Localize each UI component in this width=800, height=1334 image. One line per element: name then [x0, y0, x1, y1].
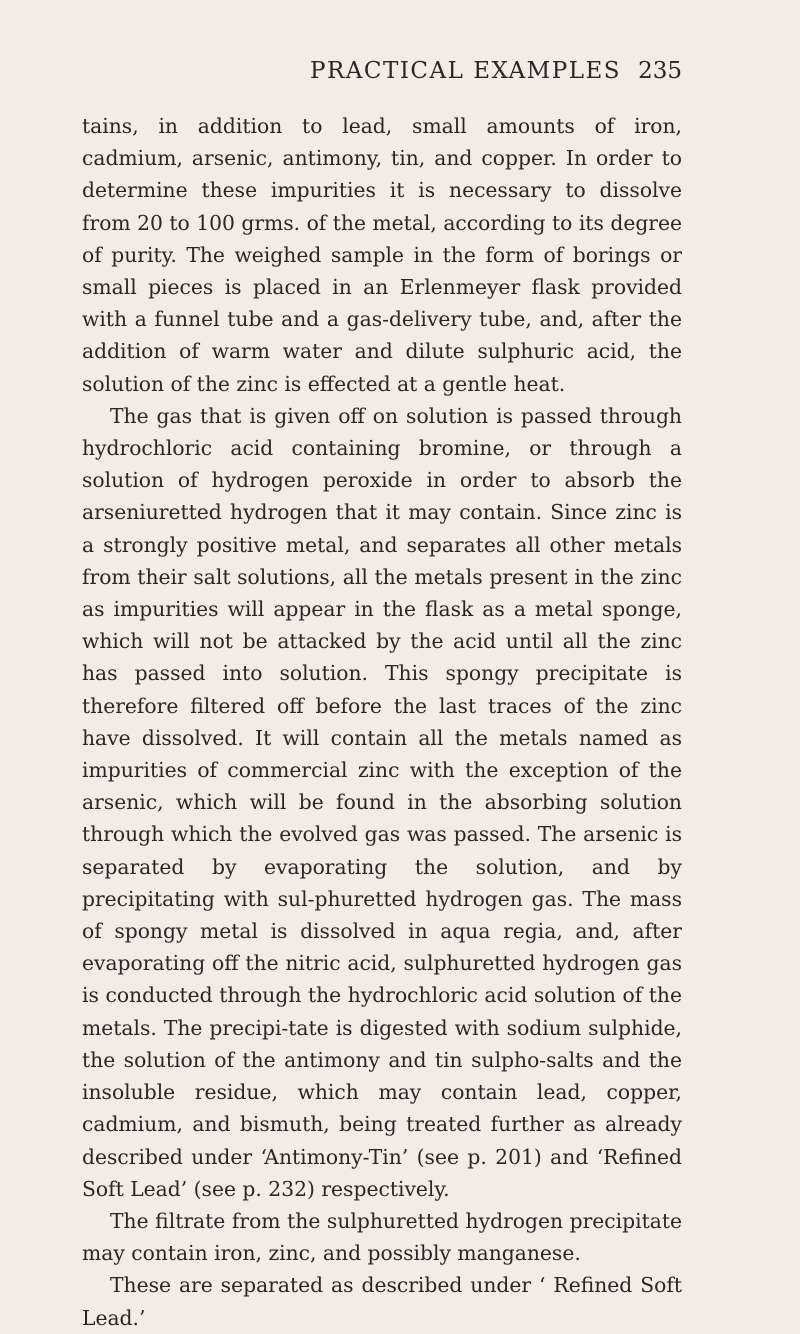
paragraph-separation: These are separated as described under ‘ Refined Soft Lead.’ [82, 1273, 682, 1330]
body-text [82, 110, 682, 1334]
page-number: 235 [638, 58, 682, 84]
paragraph-filtrate: The filtrate from the sulphuretted hydrogen precipitate may contain iron, zinc, and possibly manganese. [82, 1208, 682, 1266]
running-head [82, 58, 682, 98]
paragraph-gas-absorption: The gas that is given off on solution is passed through hydrochloric acid containing bromine, or through a solution of hydrogen peroxide in order to absorb the arseniuretted hydrogen that it may contain. Since zinc is a strongly positive metal, and separates all other metals from their salt solutions, all the metals present in the zinc as impurities will appear in the flask as a metal sponge, which will not be attacked by the acid until all the zinc has passed into solution. This spongy precipitate is therefore filtered off before the last traces of the zinc have dissolved. It will contain all the metals named as impurities of commercial zinc with the exception of the arsenic, which will be found in the absorbing solution through which the evolved gas was passed. The arsenic is separated by evaporating the solution, and by precipitating with sul-phuretted hydrogen gas. The mass of spongy metal is dissolved in aqua regia, and, after evaporating off the nitric acid, sulphuretted hydrogen gas is conducted through the hydrochloric acid solution of the metals. The precipi-tate is digested with sodium sulphide, the solution of the antimony and tin sulpho-salts and the insoluble residue, which may contain lead, copper, cadmium, and bismuth, being treated further as already described under ‘Antimony-Tin’ (see p. 201) and ‘Refined Soft Lead’ (see p. 232) respectively. [82, 403, 682, 1201]
running-title: PRACTICAL EXAMPLES [310, 58, 622, 84]
paragraph-continuation: tains, in addition to lead, small amounts of iron, cadmium, arsenic, antimony, tin, and copper. In order to determine these impurities it is necessary to dissolve from 20 to 100 grms. of the metal, according to its degree of purity. The weighed sample in the form of borings or small pieces is placed in an Erlenmeyer flask provided with a funnel tube and a gas-delivery tube, and, after the addition of warm water and dilute sulphuric acid, the solution of the zinc is effected at a gentle heat. [82, 114, 682, 396]
